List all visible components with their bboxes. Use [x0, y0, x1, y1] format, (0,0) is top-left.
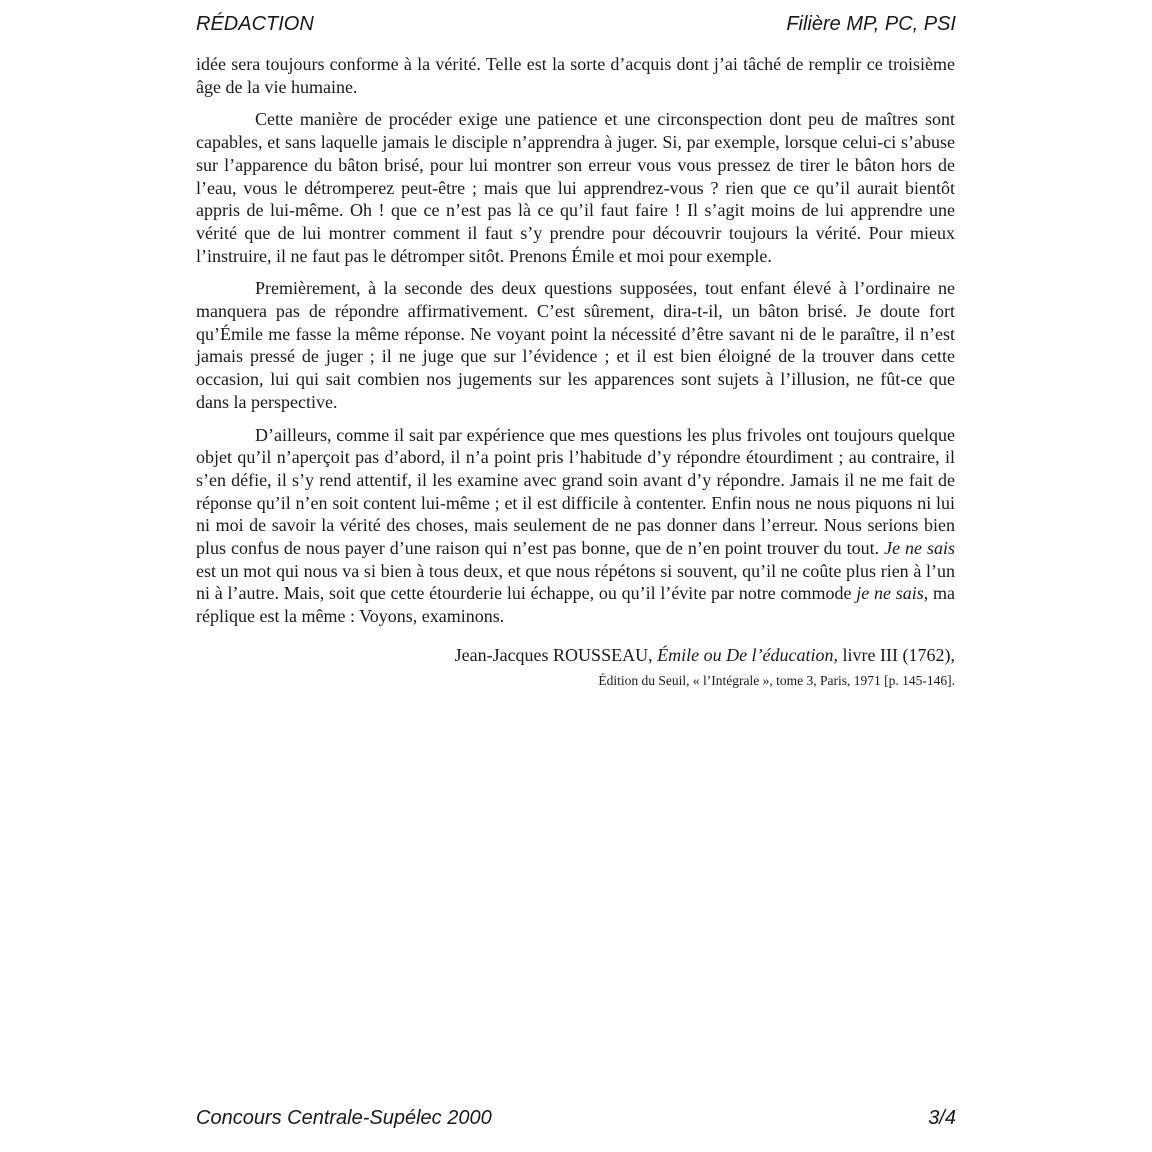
- edition-reference: Édition du Seuil, « l’Intégrale », tome 3, Paris, 1971 [p. 145-146].: [598, 672, 955, 688]
- paragraph-4-italic-je-ne-sais: Je ne sais: [884, 538, 956, 559]
- footer-exam-name: Concours Centrale-Supélec 2000: [196, 1107, 492, 1129]
- paragraph-4-italic-je-ne-sais-2: je ne sais: [856, 583, 924, 604]
- paragraph-4: [196, 424, 955, 628]
- text-body: [196, 53, 955, 690]
- page-header: [196, 12, 956, 36]
- citation-title: Émile ou De l’éducation: [657, 644, 834, 665]
- paragraph-2: Cette manière de procéder exige une patience et une circonspection dont peu de maîtres sont capables, et sans laquelle jamais le disciple n’apprendra à juger. Si, par exemple, lorsque celui-ci s’abuse sur l’apparence du bâton brisé, pour lui montrer son erreur vous vous pressez de tirer le bâton hors de l’eau, vous le détromperez peut-être ; mais que lui apprendrez-vous ? rien que ce qu’il aurait bientôt appris de lui-même. Oh ! que ce n’est pas là ce qu’il faut faire ! Il s’agit moins de lui apprendre une vérité que de lui montrer comment il faut s’y prendre pour découvrir toujours la vérité. Pour mieux l’instruire, il ne faut pas le détromper sitôt. Prenons Émile et moi pour exemple.: [196, 109, 955, 266]
- paragraph-4-part-b: est un mot qui nous va si bien à tous deux, et que nous répétons si souvent, qu’il ne coûte plus rien à l’un ni à l’autre. Mais, soit que cette étourderie lui échappe, ou qu’il l’évite par notre commode: [196, 560, 955, 604]
- page-number: 3/4: [928, 1107, 956, 1129]
- paragraph-3: Premièrement, à la seconde des deux questions supposées, tout enfant élevé à l’ordinaire ne manquera pas de répondre affirmativement. C’est sûrement, dira-t-il, un bâton brisé. Je doute fort qu’Émile me fasse la même réponse. Ne voyant point la nécessité d’être savant ni de le paraître, il n’est jamais pressé de juger ; il ne juge que sur l’évidence ; et il est bien éloigné de la trouver dans cette occasion, lui qui sait combien nos jugements sur les apparences sont sujets à l’illusion, ne fût-ce que dans la perspective.: [196, 278, 955, 412]
- citation-author: Jean-Jacques ROUSSEAU,: [454, 644, 653, 665]
- paragraph-4-part-a: D’ailleurs, comme il sait par expérience que mes questions les plus frivoles ont toujours quelque objet qu’il n’aperçoit pas d’abord, il n’a point pris l’habitude d’y répondre étourdiment ; au contraire, il s’en défie, il s’y rend attentif, il les examine avec grand soin avant d’y répondre. Jamais il ne me fait de réponse qu’il n’en soit content lui-même ; et il est difficile à contenter. Enfin nous ne nous piquons ni lui ni moi de savoir la vérité des choses, mais seulement de ne pas donner dans l’erreur. Nous serions bien plus confus de nous payer d’une raison qui n’est pas bonne, que de n’en point trouver du tout.: [196, 424, 955, 559]
- page-footer: [196, 1106, 956, 1130]
- source-citation: [196, 644, 955, 666]
- paragraph-1: idée sera toujours conforme à la vérité. Telle est la sorte d’acquis dont j’ai tâché de remplir ce troisième âge de la vie humaine.: [196, 54, 955, 97]
- header-section-title: RÉDACTION: [196, 13, 314, 35]
- header-streams: Filière MP, PC, PSI: [786, 13, 956, 35]
- paragraph-4-part-c: , ma réplique est la même : Voyons, examinons.: [196, 583, 955, 627]
- citation-detail: , livre III (1762),: [833, 644, 955, 665]
